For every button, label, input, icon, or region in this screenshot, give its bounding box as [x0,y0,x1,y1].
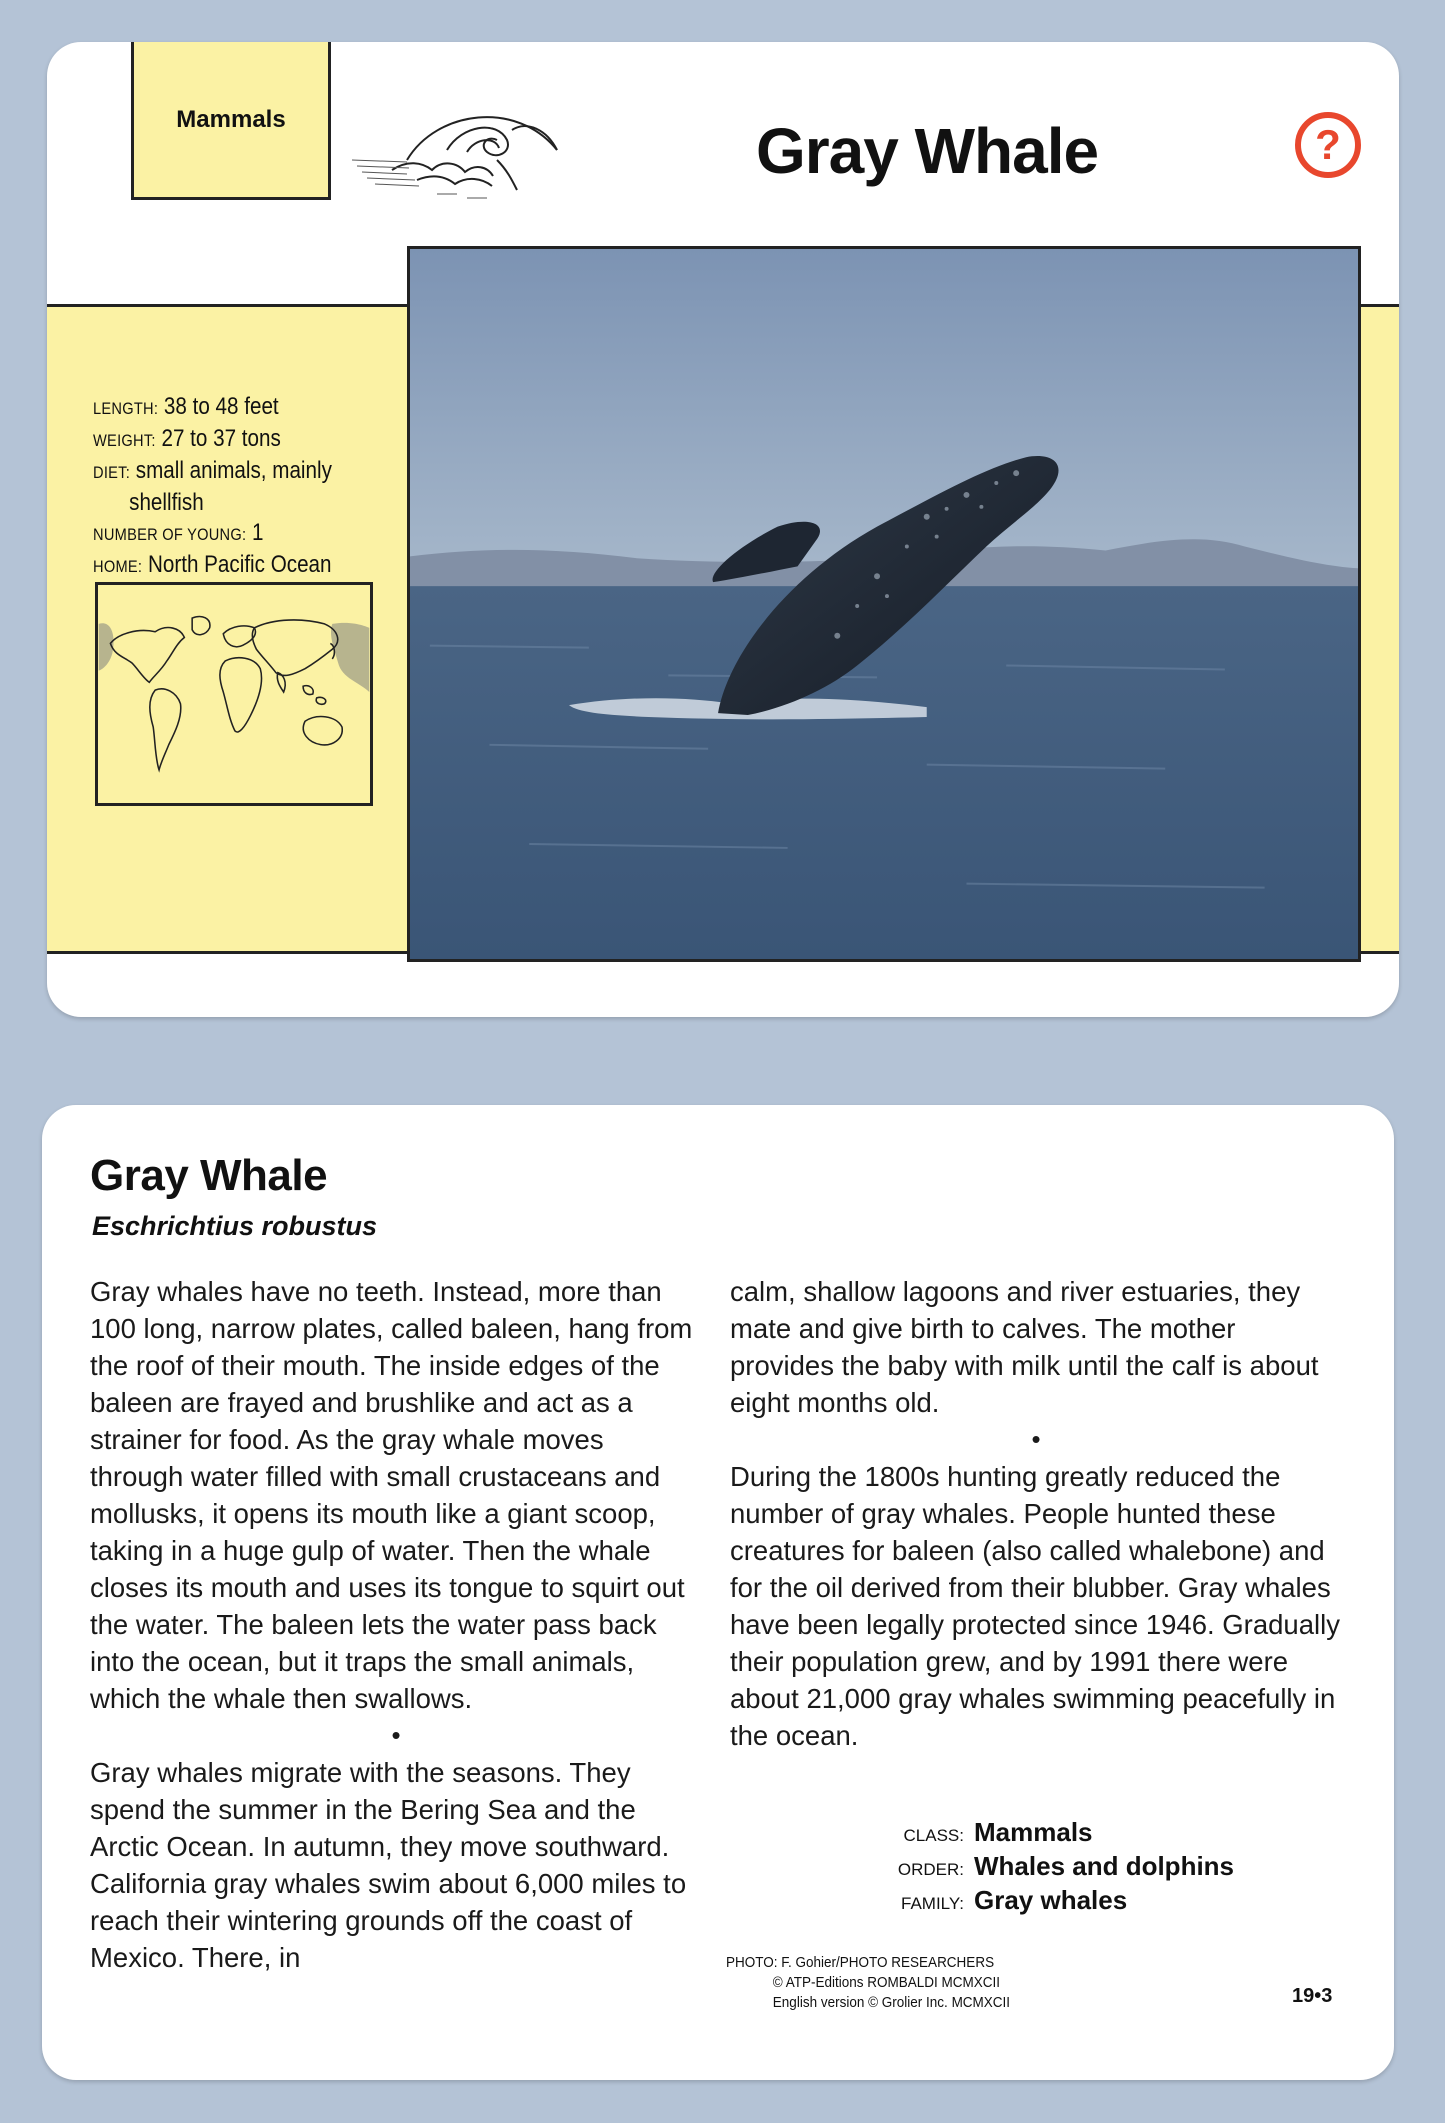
whale-breaching-image [410,249,1358,959]
fact-diet [93,456,360,488]
bullet-separator: • [1031,1424,1041,1454]
card-number: 19•3 [1292,1985,1333,2007]
fact-young-label: NUMBER OF YOUNG: [93,525,247,544]
family-value: Gray whales [974,1885,1128,1915]
photo-credits [726,1953,1010,2013]
credit-english-version: English version © Grolier Inc. MCMXCII [772,1994,1011,2011]
paragraph-feeding: Gray whales have no teeth. Instead, more than 100 long, narrow plates, called baleen, hang from the roof of their mouth. The inside edges of the baleen are frayed and brushlike and act as a strainer for food. As the gray whale moves through water filled with small crustaceans and mollusks, it opens its mouth like a giant scoop, taking in a huge gulp of water. Then the whale closes its mouth and uses its tongue to squirt out the water. The baleen lets the water pass back into the ocean, but it traps the small animals, which the whale then swallows. [90,1276,693,1714]
paragraph-migration: Gray whales migrate with the seasons. They spend the summer in the Bering Sea and the Arctic Ocean. In autumn, they move southward. California gray whales swim about 6,000 miles to reach their wintering grounds off the coast of Mexico. There, in [90,1757,687,1973]
world-map-icon [98,585,370,803]
credit-photo-value: F. Gohier/PHOTO RESEARCHERS [781,1954,995,1971]
text-column-right [730,1273,1342,1754]
fact-young [93,518,360,550]
class-value: Mammals [974,1817,1093,1847]
bullet-separator: • [391,1720,401,1750]
gray-whale-photo [407,246,1361,962]
text-column-left [90,1273,702,1976]
paragraph-hunting: During the 1800s hunting greatly reduced the number of gray whales. People hunted these creatures for baleen (also called whalebone) and for the oil derived from their blubber. Gray whales have been legally protected since 1946. Gradually their population grew, and by 1991 there were about 21,000 gray whales swimming peacefully in the ocean. [730,1461,1340,1751]
fact-diet-continued: shellfish [129,489,204,516]
class-label: CLASS: [903,1826,964,1845]
fact-diet-value: small animals, mainly [135,457,332,484]
range-map [95,582,373,806]
taxonomy-order [892,1851,1234,1885]
taxonomy [892,1817,1234,1919]
front-card [47,42,1399,1017]
fact-home [93,550,360,582]
front-title: Gray Whale [755,115,1099,187]
fact-young-value: 1 [252,519,264,546]
fact-weight-label: WEIGHT: [93,431,156,450]
fact-home-value: North Pacific Ocean [147,551,332,578]
fact-length-label: LENGTH: [93,399,159,418]
order-value: Whales and dolphins [974,1851,1235,1881]
fact-diet-label: DIET: [93,463,131,482]
credit-photo-label: PHOTO: [726,1954,778,1971]
fact-length-value: 38 to 48 feet [163,393,279,420]
fact-weight [93,424,360,456]
taxonomy-family [892,1885,1234,1919]
paragraph-breeding: calm, shallow lagoons and river estuaries, they mate and give birth to calves. The mother provides the baby with milk until the calf is about eight months old. [730,1276,1319,1418]
category-label: Mammals [131,42,331,200]
order-label: ORDER: [897,1860,964,1879]
credit-copyright: © ATP-Editions ROMBALDI MCMXCII [772,1974,1001,1991]
wave-icon [347,90,607,210]
fact-home-label: HOME: [93,557,143,576]
taxonomy-class [892,1817,1234,1851]
facts-list [93,392,360,582]
family-label: FAMILY: [901,1894,964,1913]
back-title: Gray Whale [90,1151,328,1200]
fact-length [93,392,360,424]
question-mark-icon[interactable]: ? [1295,112,1361,178]
back-card [42,1105,1394,2080]
credit-photo [726,1953,1010,1973]
fact-weight-value: 27 to 37 tons [161,425,281,452]
scientific-name: Eschrichtius robustus [92,1211,378,1241]
